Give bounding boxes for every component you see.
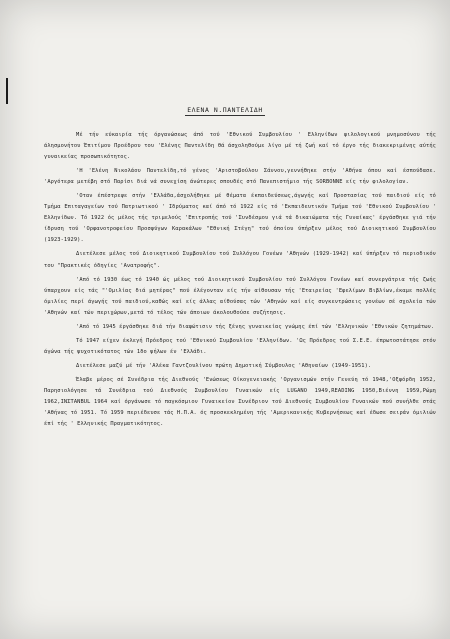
paragraph-1945: 'Από τό 1945 έργάσθηκε διά τήν διαφώτισιν τής ξένης γυναικείας γνώμης έπί τών 'Ελληνικών 'Εθνικών ζητημάτων. <box>76 323 435 330</box>
margin-mark <box>6 78 8 104</box>
document-title-text: ΕΛΕΝΑ Ν.ΠΑΝΤΕΛΙΔΗ <box>187 106 263 114</box>
document-title <box>0 106 450 114</box>
paragraph-congresses: Έλαβε μέρος σέ Συνέδρια τής Διεθνούς 'Ενώσεως Οίκογενειακής 'Οργανισμών στήν Γενεύη τό 1948,'Οξφόρδη 1952, Παρησιολόγησε τά Συνέδρια τού Διεθνούς Συμβουλίου Γυναικών είς LUGANO 1949,READING 1950,Βιέννη 1959,Ρώμη 1962,ΙΝΣΤΑΝΒUL 1964 καί όργάνωσε τό παγκόσμιον Γυναικείον Συνέδριον τού Διεθνούς Συμβουλίου Γυναικών πού συνήλθε στάς 'Αθήνας τό 1951. Τό 1959 περιέδευσε τάς Η.Π.Α. ός προσκεκλημένη τής 'Αμερικανικής Κυβερνήσεως καί έδωσε σειράν όμιλιών έπί τής ' Ελληνικής Πραγματικότητος. <box>44 376 436 428</box>
paragraph-intro: Μέ τήν εύκαιρία τής όργανώσεως άπό τού 'Εθνικού Συμβουλίου ' Ελληνίδων φιλολογικού μνημοσύνου τής άλησμονήτου Έπιτίμου Προέδρου του 'Ελένης Παντελίδη θά άσχοληθούμε λίγο μέ τή ζωή καί τό έργο τής διακεκριμένης αύτής γυναικείας προσωπικότητος. <box>44 132 436 161</box>
paragraph-1947: Τό 1947 είχεν έκλεγή Πρόεδρος τού 'Εθνικού Συμβουλίου 'Ελληνίδων. 'Ως Πρόεδρος τού Σ.Ε.Ε. έπρωτοστάτησε στόν άγώνα τής ψυχοτικότατος τών 1δο ψήλων έν 'Ελλάδι. <box>44 337 436 355</box>
paragraph-education-work: 'Οταν έπέστρεψε στήν 'Ελλάδα,άσχολήθηκε μέ θέματα έκπαιδεύσεως,άγωγής καί Προστασίας τού παιδιού είς τό Τμήμα Επιταγαγείων τού Πατριωτικού ' Ιδρύματος καί άπό τό 1922 είς τό 'Εκπαιδευτικόν Τμήμα τού 'Εθνικού Συμβουλίου ' Ελληνίδων. Τό 1922 ός μέλος τής τριμελούς 'Επιτροπής τού 'Συνδέσμου γιά τά δικαιώματα τής Γυναίκας' έργάσθηκε γιά τήν ίδρυση τού 'Ορφανοτροφείου Προσφύγων Καρακάλων "Εθνική Στέγη" τού όποίου ύπήρξεν μέλος τού Διοικητικού Συμβουλίου (1923-1929). <box>44 193 436 244</box>
paragraph-birth: 'Η 'Ελένη Νικολάου Παντελίδη,τό γένος 'Αριστοβούλου Σάννου,γεννήθηκε στήν 'Αθήνα όπου καί έσπούδασε. 'Αργότερα μετέβη στό Παρίσι διά νά συνεχίση άνώτερες σπουδές στό Πανεπιστήμιο τής SORBONNE είς τήν φιλολογίαν. <box>44 168 436 186</box>
paragraph-municipal: Διετέλεσε μαζύ μέ τήν 'Αλέκα Γαντζουλίνου πρώτη Δημοτική Σύμβουλος 'Αθηναίων (1949-1951). <box>76 362 372 369</box>
paragraph-lectures: 'Από τό 1930 έως τό 1940 ώς μέλος τού Διοικητικού Συμβουλίου τού Συλλόγου Γονέων καί συνεργάτρια τής ζωής ύπαρχουν είς τάς "'Ομιλίας διά μητέρας" πού έλέγονταν είς τήν αίθουσαν τής 'Εταιρείας 'Εφελίμων Βιβλίων,έκαμε πολλές όμιλίες περί άγωγής τού παιδιού,καθώς καί είς άλλας αίθούσας τών 'Αθηνών καί είς συγκεντρώσεις γονέων σέ σχολεία τών 'Αθηνών καί τών περιχώρων,μετά τό τέλος τών άποιων άκολουθούσε συζήτησις. <box>44 276 436 316</box>
document-body <box>44 130 436 430</box>
paragraph-parents-association: Διετέλεσε μέλος τού Διοικητικού Συμβουλίου τού Συλλόγου Γονέων 'Αθηνών (1929-1942) καί ύπήρξεν τό περιοδικόν του "Πρακτικές όδηγίες 'Ανατροφής". <box>44 251 436 269</box>
